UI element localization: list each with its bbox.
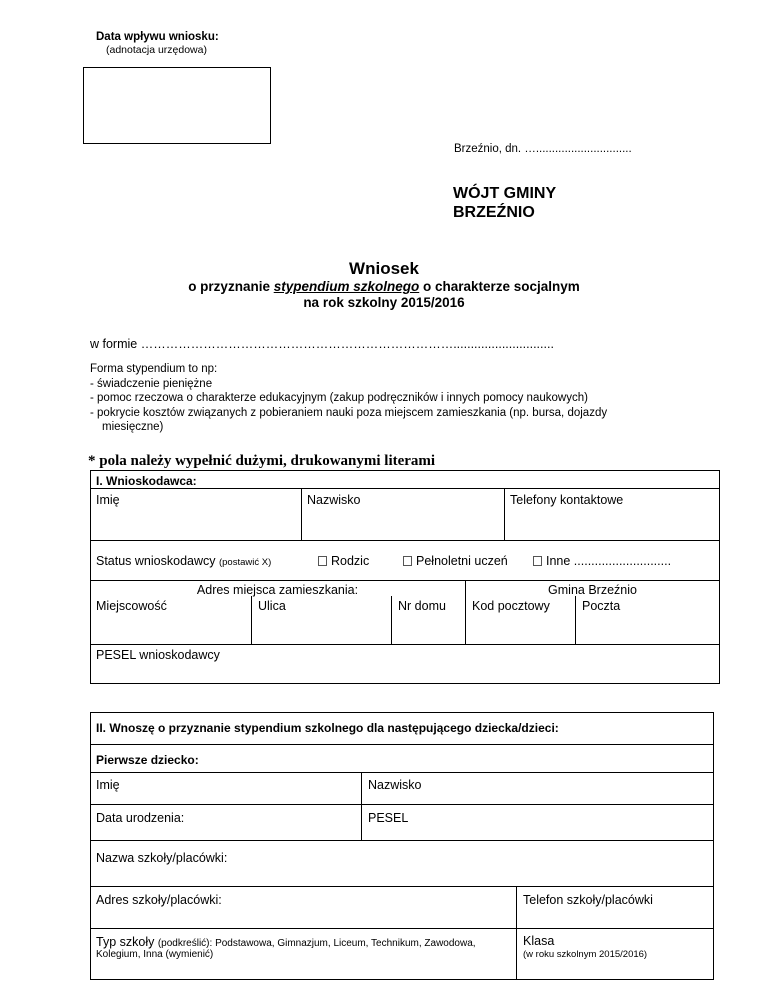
child-pesel-field[interactable]: PESEL	[368, 811, 409, 825]
section2-title: II. Wnoszę o przyznanie stypendium szkolnego dla następującego dziecka/dzieci:	[96, 721, 559, 735]
status-option-other[interactable]	[533, 554, 671, 568]
place-date-line[interactable]: Brzeźnio, dn. …..............................	[454, 143, 632, 155]
option-label: Pełnoletni uczeń	[416, 554, 508, 568]
applicant-status-label	[96, 554, 271, 568]
forms-list	[90, 362, 607, 435]
status-label: Status wnioskodawcy	[96, 554, 219, 568]
status-option-adult-student[interactable]	[403, 554, 508, 568]
post-office-field[interactable]: Poczta	[582, 599, 621, 613]
applicant-last-name-field[interactable]: Nazwisko	[307, 493, 361, 507]
applicant-phones-field[interactable]: Telefony kontaktowe	[510, 493, 624, 507]
status-option-parent[interactable]	[318, 554, 369, 568]
subtitle-emphasis: stypendium szkolnego	[273, 279, 420, 294]
subtitle-prefix: o przyznanie	[188, 279, 274, 294]
official-stamp-box	[83, 67, 271, 144]
address-header: Adres miejsca zamieszkania:	[196, 583, 359, 597]
addressee-line1: WÓJT GMINY	[453, 185, 557, 202]
forms-item: miesięczne)	[102, 421, 164, 433]
forms-item: - pomoc rzeczowa o charakterze edukacyjnym (zakup podręczników i innych pomocy naukowych)	[90, 392, 588, 404]
school-type-label: Typ szkoły	[96, 935, 158, 949]
child-header: Pierwsze dziecko:	[96, 753, 199, 767]
school-type-field[interactable]	[96, 935, 476, 949]
child-last-name-field[interactable]: Nazwisko	[368, 778, 422, 792]
commune-label: Gmina Brzeźnio	[548, 583, 637, 597]
forms-item: - pokrycie kosztów związanych z pobieraniem nauki poza miejscem zamieszkania (np. bursa, dojazdy	[90, 406, 608, 419]
option-label: Rodzic	[331, 554, 370, 568]
section1-title: I. Wnioskodawca:	[96, 474, 197, 488]
forms-item: - świadczenie pieniężne	[90, 377, 213, 390]
school-address-field[interactable]: Adres szkoły/placówki:	[96, 893, 222, 907]
school-type-hint-continued: Kolegium, Inna (wymienić)	[96, 949, 214, 960]
applicant-pesel-field[interactable]: PESEL wnioskodawcy	[96, 648, 220, 662]
forms-intro: Forma stypendium to np:	[90, 363, 218, 375]
postal-code-field[interactable]: Kod pocztowy	[472, 599, 550, 613]
school-type-hint: (podkreślić): Podstawowa, Gimnazjum, Liceum, Technikum, Zawodowa,	[157, 938, 476, 949]
checkbox-icon[interactable]	[403, 556, 412, 566]
instruction-note: * pola należy wypełnić dużymi, drukowanymi literami	[88, 453, 436, 469]
child-birth-date-field[interactable]: Data urodzenia:	[96, 811, 185, 825]
checkbox-icon[interactable]	[318, 556, 327, 566]
document-subtitle	[0, 279, 768, 294]
applicant-first-name-field[interactable]: Imię	[96, 493, 120, 507]
subtitle-suffix: o charakterze socjalnym	[419, 279, 580, 294]
house-number-field[interactable]: Nr domu	[398, 599, 446, 613]
child-first-name-field[interactable]: Imię	[96, 778, 120, 792]
school-year-line: na rok szkolny 2015/2016	[303, 295, 465, 310]
document-title: Wniosek	[349, 259, 419, 278]
class-field[interactable]: Klasa	[523, 934, 555, 948]
town-field[interactable]: Miejscowość	[96, 599, 167, 613]
checkbox-icon[interactable]	[533, 556, 542, 566]
form-fill-line[interactable]: w formie ………………………………………………………………….............................	[90, 337, 554, 351]
receipt-date-label: Data wpływu wniosku:	[96, 31, 219, 43]
school-name-field[interactable]: Nazwa szkoły/placówki:	[96, 851, 228, 865]
class-hint: (w roku szkolnym 2015/2016)	[523, 949, 648, 960]
option-label: Inne ............................	[546, 554, 672, 568]
status-hint: (postawić X)	[218, 557, 272, 568]
addressee-line2: BRZEŹNIO	[453, 204, 535, 221]
street-field[interactable]: Ulica	[258, 599, 286, 613]
receipt-note: (adnotacja urzędowa)	[106, 44, 207, 56]
school-phone-field[interactable]: Telefon szkoły/placówki	[523, 893, 653, 907]
